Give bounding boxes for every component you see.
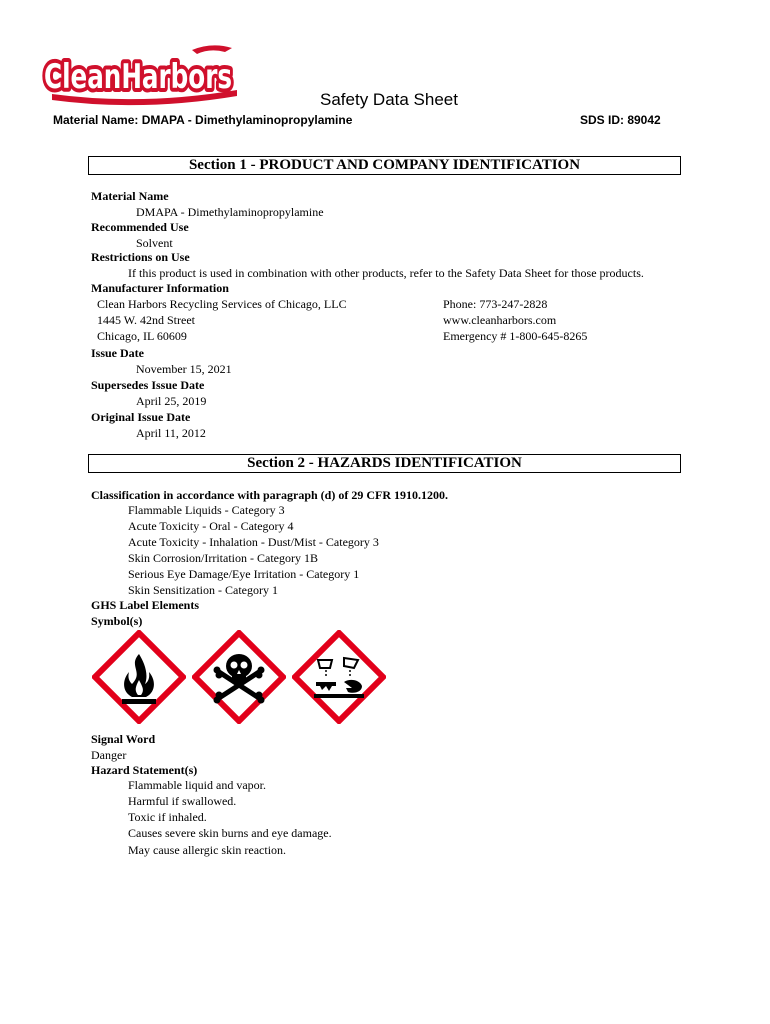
flame-icon <box>92 630 186 724</box>
signal-word-value: Danger <box>91 748 127 762</box>
emergency-phone: Emergency # 1-800-645-8265 <box>443 329 588 343</box>
manufacturer-line: Clean Harbors Recycling Services of Chicago, LLC <box>97 297 347 311</box>
hazard-statement: Causes severe skin burns and eye damage. <box>128 826 332 840</box>
issue-date-label: Issue Date <box>91 346 144 360</box>
classification-label: Classification in accordance with paragraph (d) of 29 CFR 1910.1200. <box>91 488 448 502</box>
supersedes-value: April 25, 2019 <box>136 394 207 408</box>
hazard-statement: Flammable liquid and vapor. <box>128 778 266 792</box>
website: www.cleanharbors.com <box>443 313 557 327</box>
material-name-value: DMAPA - Dimethylaminopropylamine <box>136 205 324 219</box>
section-2-title: Section 2 - HAZARDS IDENTIFICATION <box>88 454 681 473</box>
restrictions-label: Restrictions on Use <box>91 250 190 264</box>
hazard-statements-label: Hazard Statement(s) <box>91 763 198 777</box>
classification-item: Acute Toxicity - Inhalation - Dust/Mist - Category 3 <box>128 535 379 549</box>
supersedes-label: Supersedes Issue Date <box>91 378 205 392</box>
ghs-label-elements: GHS Label Elements <box>91 598 200 612</box>
hazard-statement: Harmful if swallowed. <box>128 794 237 808</box>
manufacturer-label: Manufacturer Information <box>91 281 229 295</box>
classification-item: Serious Eye Damage/Eye Irritation - Category 1 <box>128 567 360 581</box>
material-name-label: Material Name <box>91 189 169 203</box>
sds-id: SDS ID: 89042 <box>580 113 661 127</box>
recommended-use-label: Recommended Use <box>91 220 189 234</box>
symbols-label: Symbol(s) <box>91 614 143 628</box>
skull-crossbones-icon <box>192 630 286 724</box>
original-issue-label: Original Issue Date <box>91 410 191 424</box>
section-1-title: Section 1 - PRODUCT AND COMPANY IDENTIFICATION <box>88 156 681 175</box>
issue-date-value: November 15, 2021 <box>136 362 232 376</box>
phone: Phone: 773-247-2828 <box>443 297 548 311</box>
classification-item: Skin Sensitization - Category 1 <box>128 583 278 597</box>
clean-harbors-logo <box>42 40 242 112</box>
svg-text:CleanHarbors: CleanHarbors <box>44 57 232 97</box>
original-issue-value: April 11, 2012 <box>136 426 206 440</box>
document-title: Safety Data Sheet <box>320 90 458 109</box>
restrictions-value: If this product is used in combination with other products, refer to the Safety Data Sheet for those products. <box>128 266 644 280</box>
signal-word-label: Signal Word <box>91 732 156 746</box>
svg-text:CleanHarbors: CleanHarbors <box>44 57 232 97</box>
corrosion-icon <box>292 630 386 724</box>
classification-item: Acute Toxicity - Oral - Category 4 <box>128 519 294 533</box>
manufacturer-line: 1445 W. 42nd Street <box>97 313 195 327</box>
hazard-statement: May cause allergic skin reaction. <box>128 843 287 857</box>
hazard-statement: Toxic if inhaled. <box>128 810 207 824</box>
recommended-use-value: Solvent <box>136 236 173 250</box>
classification-item: Skin Corrosion/Irritation - Category 1B <box>128 551 318 565</box>
material-name-header: Material Name: DMAPA - Dimethylaminopropylamine <box>53 113 353 127</box>
manufacturer-line: Chicago, IL 60609 <box>97 329 187 343</box>
classification-item: Flammable Liquids - Category 3 <box>128 503 285 517</box>
